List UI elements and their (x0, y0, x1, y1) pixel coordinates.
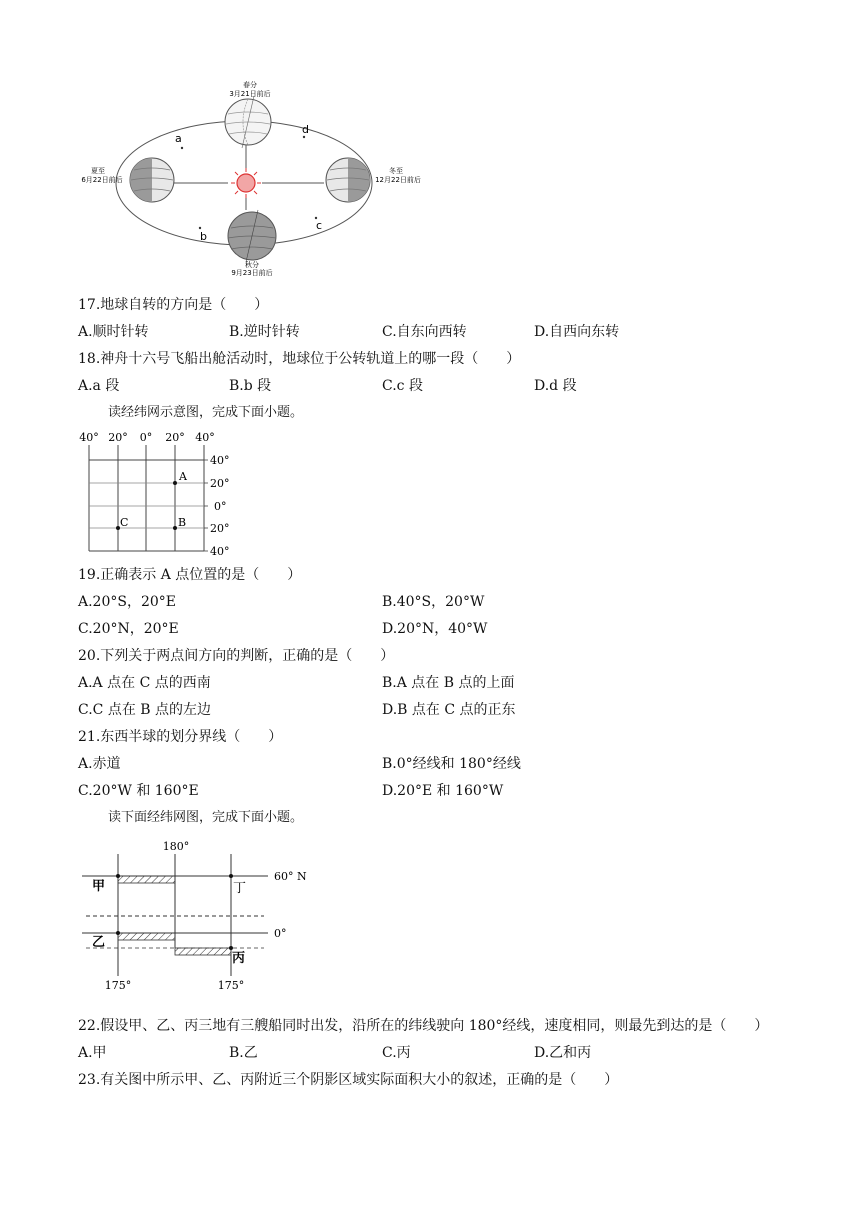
autumn-date: 9月23日前后 (231, 269, 273, 277)
q17-stem: 17.地球自转的方向是（ ） (78, 297, 269, 313)
q18-option-d[interactable]: D.d 段 (534, 378, 577, 394)
q19-option-b[interactable]: B.40°S，20°W (382, 594, 485, 610)
grid-point-c-label: C (120, 516, 129, 529)
grid-point-b (173, 526, 177, 530)
segment-d-label: d (302, 123, 309, 136)
q21-option-a[interactable]: A.赤道 (78, 756, 121, 772)
grid-right-label-1: 40° (210, 454, 230, 467)
q22-option-d[interactable]: D.乙和丙 (534, 1045, 592, 1061)
hatched-region-yi (118, 933, 175, 940)
autumn-label: 秋分 (245, 261, 259, 269)
q20-option-a[interactable]: A.A 点在 C 点的西南 (78, 675, 211, 691)
grid-top-label-2: 20° (108, 431, 128, 444)
map-bottom-right-label: 175° (217, 979, 245, 992)
grid-top-label-1: 40° (79, 431, 99, 444)
segment-c-label: c (316, 219, 323, 232)
q19-stem: 19.正确表示 A 点位置的是（ ） (78, 567, 302, 583)
winter-label: 冬至 (389, 167, 403, 175)
grid-right-label-5: 40° (210, 545, 230, 558)
q18-option-b[interactable]: B.b 段 (229, 378, 272, 394)
segment-a-label: a (175, 132, 182, 145)
grid-top-label-5: 40° (195, 431, 215, 444)
q22-option-b[interactable]: B.乙 (229, 1045, 258, 1061)
grid-point-a-label: A (179, 470, 187, 483)
q19-option-a[interactable]: A.20°S，20°E (78, 594, 176, 610)
q20-option-d[interactable]: D.B 点在 C 点的正东 (382, 702, 516, 718)
q17-option-b[interactable]: B.逆时针转 (229, 324, 300, 340)
map-top-label: 180° (162, 840, 190, 853)
equator-label: 0° (274, 927, 287, 940)
q18-option-c[interactable]: C.c 段 (382, 378, 423, 394)
sun-icon (231, 168, 261, 198)
map-label-ding: 丁 (233, 881, 247, 896)
grid-point-a (173, 481, 177, 485)
spring-label: 春分 (243, 81, 257, 89)
grid-top-label-4: 20° (165, 431, 185, 444)
q17-option-c[interactable]: C.自东向西转 (382, 324, 467, 340)
earth-autumn-equinox (228, 210, 276, 262)
q20-option-c[interactable]: C.C 点在 B 点的左边 (78, 702, 212, 718)
q19-option-d[interactable]: D.20°N，40°W (382, 621, 488, 637)
intro-map-figure: 读下面经纬网图，完成下面小题。 (108, 810, 304, 825)
grid-point-b-label: B (178, 516, 187, 529)
q21-option-c[interactable]: C.20°W 和 160°E (78, 783, 199, 799)
q22-option-a[interactable]: A.甲 (78, 1045, 107, 1061)
q17-option-a[interactable]: A.顺时针转 (78, 324, 149, 340)
earth-winter-solstice (326, 158, 370, 202)
lat-60n-label: 60° N (274, 870, 307, 883)
grid-right-label-4: 20° (210, 522, 230, 535)
map-label-yi: 乙 (92, 935, 106, 950)
q20-stem: 20.下列关于两点间方向的判断，正确的是（ ） (78, 648, 395, 664)
intro-grid-figure: 读经纬网示意图，完成下面小题。 (108, 405, 304, 420)
map-label-bing: 丙 (232, 951, 246, 966)
segment-b-label: b (200, 230, 207, 243)
earth-spring-equinox (225, 96, 271, 148)
hatched-region-jia (118, 876, 175, 883)
meridian-lines (118, 854, 231, 976)
map-bottom-left-label: 175° (104, 979, 132, 992)
spring-date: 3月21日前后 (229, 90, 271, 98)
meridian-map-figure (78, 836, 318, 996)
q18-stem: 18.神舟十六号飞船出舱活动时，地球位于公转轨道上的哪一段（ ） (78, 351, 521, 367)
q18-option-a[interactable]: A.a 段 (78, 378, 120, 394)
q17-option-d[interactable]: D.自西向东转 (534, 324, 620, 340)
grid-lines (89, 445, 204, 551)
q23-stem: 23.有关图中所示甲、乙、丙附近三个阴影区域实际面积大小的叙述，正确的是（ ） (78, 1072, 619, 1088)
q21-option-d[interactable]: D.20°E 和 160°W (382, 783, 504, 799)
winter-date: 12月22日前后 (375, 176, 421, 184)
grid-right-label-3: 0° (214, 500, 227, 513)
summer-label: 夏至 (91, 167, 105, 175)
hatched-region-bing (175, 948, 231, 955)
earth-summer-solstice (130, 158, 174, 202)
grid-top-label-3: 0° (139, 431, 153, 444)
summer-date: 6月22日前后 (81, 176, 123, 184)
q21-option-b[interactable]: B.0°经线和 180°经线 (382, 756, 521, 772)
map-label-jia: 甲 (92, 879, 106, 894)
orbit-figure (78, 78, 430, 284)
q19-option-c[interactable]: C.20°N，20°E (78, 621, 179, 637)
grid-right-label-2: 20° (210, 477, 230, 490)
q21-stem: 21.东西半球的划分界线（ ） (78, 729, 283, 745)
q22-option-c[interactable]: C.丙 (382, 1045, 411, 1061)
latlong-grid-figure (78, 426, 248, 560)
q22-stem: 22.假设甲、乙、丙三地有三艘船同时出发，沿所在的纬线驶向 180°经线，速度相同，则最先到达的是（ ） (78, 1018, 769, 1034)
q20-option-b[interactable]: B.A 点在 B 点的上面 (382, 675, 515, 691)
